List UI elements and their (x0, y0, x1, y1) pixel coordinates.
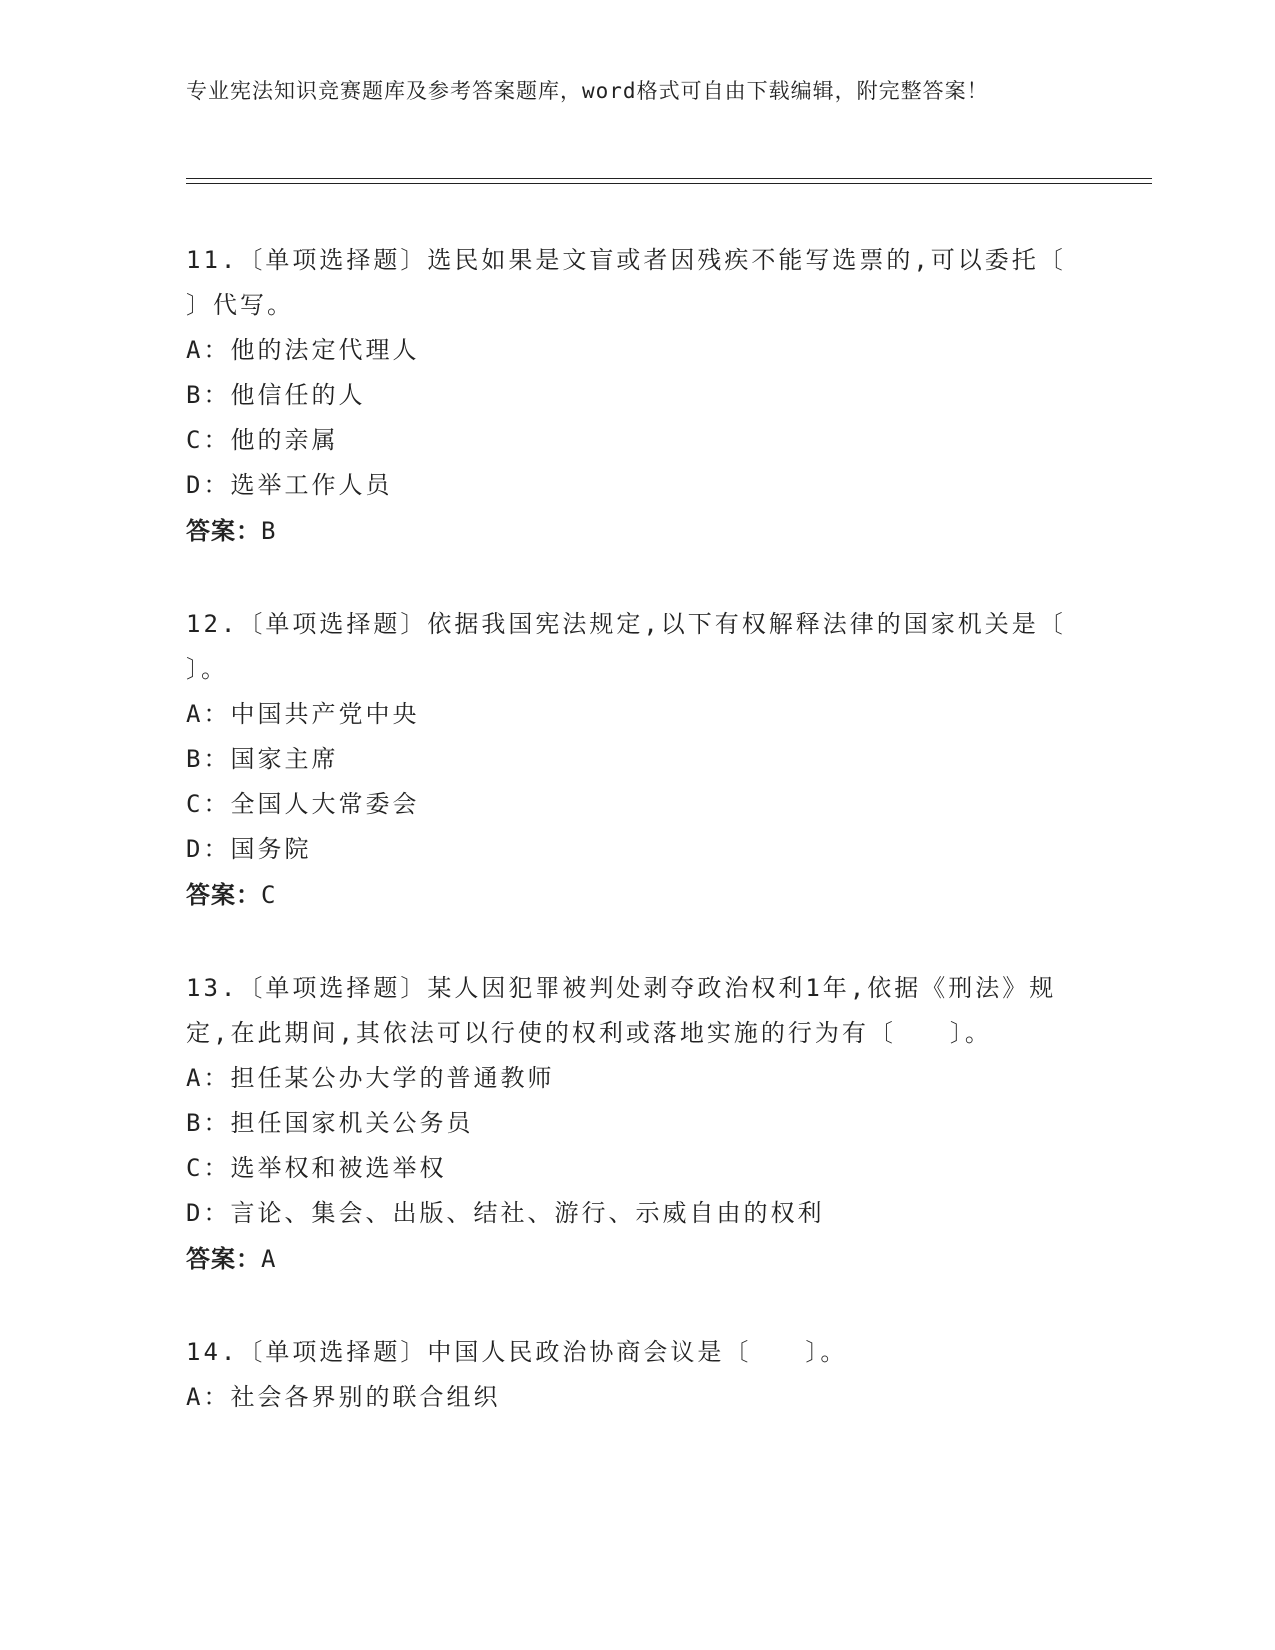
option-d: D：选举工作人员 (186, 471, 393, 499)
option-a: A：他的法定代理人 (186, 336, 420, 364)
document-header: 专业宪法知识竞赛题库及参考答案题库，word格式可自由下载编辑，附完整答案！ (186, 79, 989, 103)
option-b: B：他信任的人 (186, 381, 366, 409)
question-12 (186, 602, 1120, 918)
question-stem: 12.〔单项选择题〕依据我国宪法规定,以下有权解释法律的国家机关是〔 〕。 (186, 610, 1120, 683)
answer-value: A (261, 1245, 277, 1273)
header-rule-top (186, 178, 1152, 179)
answer-value: B (261, 517, 277, 545)
option-c: C：他的亲属 (186, 426, 339, 454)
question-11 (186, 238, 1120, 554)
option-d: D：言论、集会、出版、结社、游行、示威自由的权利 (186, 1199, 825, 1227)
question-list (186, 238, 1120, 1468)
option-c: C：选举权和被选举权 (186, 1154, 447, 1182)
answer-line (186, 1236, 1066, 1282)
option-d: D：国务院 (186, 835, 312, 863)
question-14 (186, 1330, 1066, 1420)
option-a: A：社会各界别的联合组织 (186, 1383, 501, 1411)
answer-line (186, 508, 1066, 554)
answer-label: 答案： (186, 881, 261, 909)
option-a: A：担任某公办大学的普通教师 (186, 1064, 555, 1092)
option-c: C：全国人大常委会 (186, 790, 420, 818)
answer-label: 答案： (186, 1245, 261, 1273)
answer-value: C (261, 881, 277, 909)
question-13 (186, 966, 1066, 1282)
answer-line (186, 872, 1066, 918)
header-rule-bottom (186, 183, 1152, 184)
question-stem: 14.〔单项选择题〕中国人民政治协商会议是〔 〕。 (186, 1338, 848, 1366)
question-stem: 13.〔单项选择题〕某人因犯罪被判处剥夺政治权利1年,依据《刑法》规定,在此期间,其依法可以行使的权利或落地实施的行为有〔 〕。 (186, 974, 1057, 1047)
option-a: A：中国共产党中央 (186, 700, 420, 728)
question-stem: 11.〔单项选择题〕选民如果是文盲或者因残疾不能写选票的,可以委托〔 〕代写。 (186, 246, 1120, 319)
answer-label: 答案： (186, 517, 261, 545)
option-b: B：国家主席 (186, 745, 339, 773)
option-b: B：担任国家机关公务员 (186, 1109, 474, 1137)
